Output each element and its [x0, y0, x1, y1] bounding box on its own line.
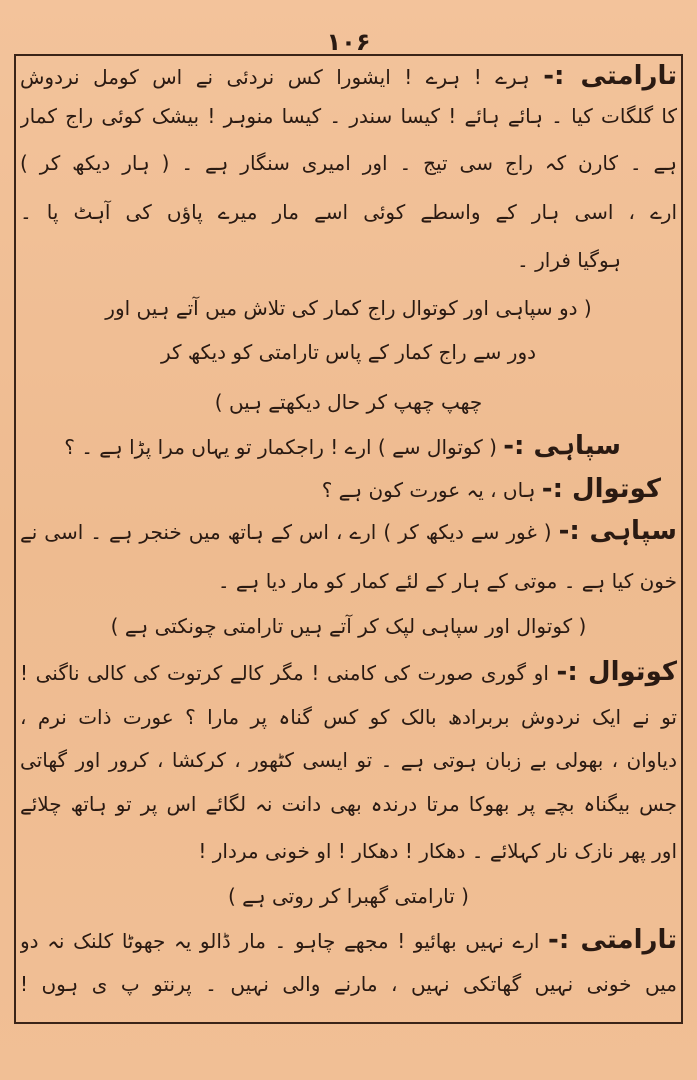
line-text: ہے ۔ کارن کہ راج سی تیج ۔ اور امیری سنگار ہے ۔ ( ہار دیکھ کر ): [20, 151, 677, 175]
text-line: [20, 513, 677, 549]
line-text: تو نے ایک نردوش بربرادھ بالک کو کس گناہ پر مارا ؟ عورت ذات نرم ،: [20, 705, 677, 729]
text-line: [20, 98, 677, 134]
text-line: [20, 833, 677, 869]
line-text: او گوری صورت کی کامنی ! مگر کالے کرتوت کی کالی ناگنی !: [20, 661, 557, 685]
speaker-name: تارامتی :-: [543, 61, 677, 91]
line-text: ( غور سے دیکھ کر ) ارے ، اس کے ہاتھ میں خنجر ہے ۔ اسی نے: [20, 520, 559, 544]
text-block: [20, 58, 677, 1018]
speaker-name: سپاہی :-: [503, 431, 621, 461]
text-line: [20, 384, 677, 420]
text-line: [20, 563, 677, 599]
text-line: [20, 242, 677, 278]
line-text: ارے نہیں بھائیو ! مجھے چاہو ۔ مار ڈالو یہ جھوٹا کلنک نہ دو: [20, 929, 549, 953]
line-text: چھپ چھپ کر حال دیکھتے ہیں ): [214, 390, 483, 414]
text-line: [20, 290, 677, 326]
text-line: [20, 428, 677, 464]
text-line: [20, 145, 677, 181]
page-number: ۱۰۶: [326, 28, 371, 56]
line-text: ہاں ، یہ عورت کون ہے ؟: [321, 478, 542, 502]
line-text: دور سے راج کمار کے پاس تارامتی کو دیکھ کر: [160, 340, 537, 364]
text-line: [20, 608, 677, 644]
text-line: [20, 699, 677, 735]
speaker-name: سپاہی :-: [558, 516, 677, 546]
text-line: [20, 742, 677, 778]
line-text: ( دو سپاہی اور کوتوال راج کمار کی تلاش میں آتے ہیں اور: [105, 296, 592, 320]
speaker-name: کوتوال :-: [541, 474, 661, 504]
line-text: اور پھر نازک نار کہلائے ۔ دھکار ! دھکار ! او خونی مردار !: [198, 839, 677, 863]
line-text: میں خونی نہیں گھاتکی نہیں ، مارنے والی نہیں ۔ پرنتو پ ی ہوں !: [20, 972, 677, 996]
line-text: خون کیا ہے ۔ موتی کے ہار کے لئے کمار کو مار دیا ہے ۔: [217, 569, 677, 593]
text-line: [20, 786, 677, 822]
line-text: جس بیگناہ بچے پر بھوکا مرتا درندہ بھی دانت نہ لگائے اس پر تو ہاتھ چلائے: [20, 792, 677, 816]
line-text: دیاوان ، بھولی بے زبان ہوتی ہے ۔ تو ایسی کٹھور ، کرکشا ، کرور اور گھاتی: [20, 748, 677, 772]
line-text: ہرے ! ہرے ! ایشورا کس نردئی نے اس کومل نردوش: [20, 65, 544, 89]
text-line: [20, 654, 677, 690]
line-text: ( تارامتی گھبرا کر روتی ہے ): [228, 884, 469, 908]
line-text: ( کوتوال اور سپاہی لپک کر آتے ہیں تارامتی چونکتی ہے ): [110, 614, 587, 638]
text-line: [20, 194, 677, 230]
line-text: ارے ، اسی ہار کے واسطے کوئی اسے مار میرے پاؤں کی آہٹ پا ۔: [20, 200, 677, 224]
line-text: کا گلگات کیا ۔ ہائے ہائے ! کیسا سندر ۔ کیسا منوہر ! بیشک کوئی راج کمار: [20, 104, 677, 128]
line-text: ( کوتوال سے ) ارے ! راجکمار تو یہاں مرا پڑا ہے ۔ ؟: [64, 435, 504, 459]
text-line: [20, 966, 677, 1002]
text-line: [20, 922, 677, 958]
speaker-name: کوتوال :-: [556, 657, 677, 687]
text-line: [20, 334, 677, 370]
text-line: [20, 878, 677, 914]
text-line: [20, 58, 677, 94]
text-line: [20, 471, 677, 507]
line-text: ہوگیا فرار ۔: [517, 248, 621, 272]
speaker-name: تارامتی :-: [548, 925, 677, 955]
